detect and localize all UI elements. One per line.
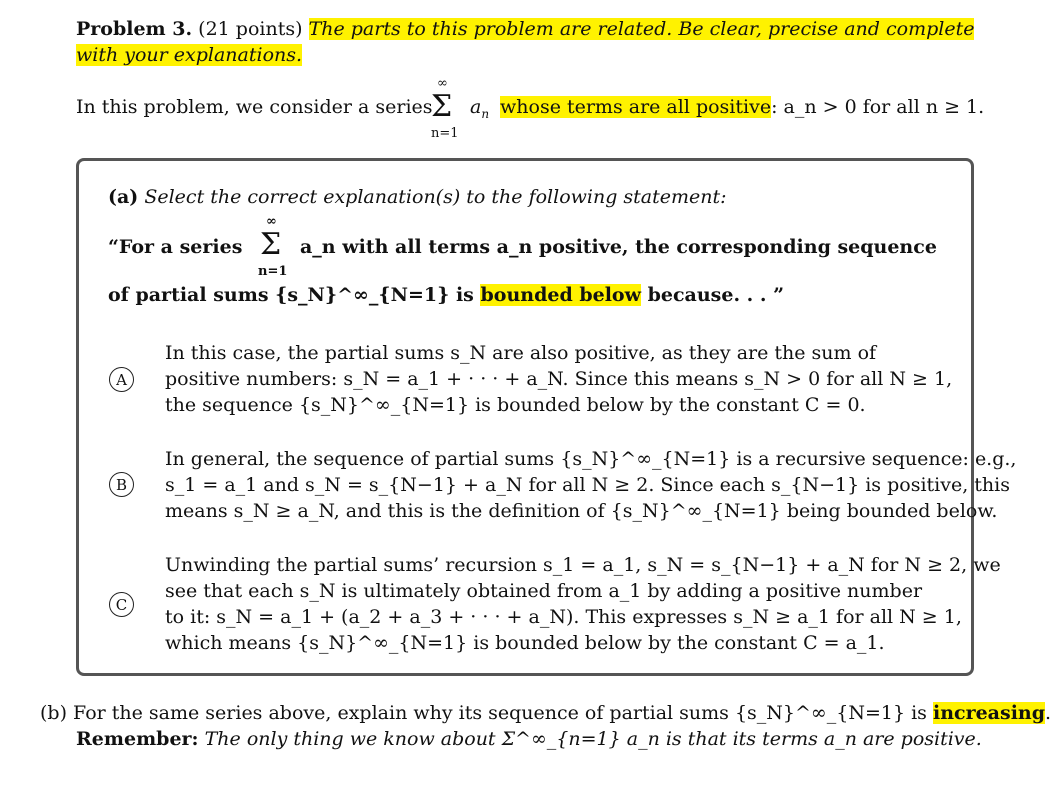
option-b-text <box>165 446 1016 524</box>
statement-sum-top: ∞ <box>266 214 277 229</box>
option-a-radio[interactable]: A <box>109 367 134 392</box>
statement-highlight: bounded below <box>480 284 641 306</box>
part-b-highlight: increasing <box>932 702 1046 724</box>
remember-label: Remember: <box>76 728 199 750</box>
statement-line-1-start <box>108 236 242 258</box>
remember-text: The only thing we know about Σ^∞_{n=1} a_n is that its terms a_n are positive. <box>204 728 982 750</box>
intro-term-sub: n <box>481 106 490 121</box>
option-a-line-2: positive numbers: s_N = a_1 + · · · + a_N. Since this means s_N > 0 for all N ≥ 1, <box>165 368 953 390</box>
option-a-line-1: In this case, the partial sums s_N are also positive, as they are the sum of <box>165 342 877 364</box>
problem-header <box>76 18 974 40</box>
part-a-prompt: Select the correct explanation(s) to the following statement: <box>144 186 727 208</box>
intro-term-wrap <box>470 96 489 121</box>
part-b-text-end: . <box>1045 702 1051 724</box>
option-c-line-1: Unwinding the partial sums’ recursion s_1 = a_1, s_N = s_{N−1} + a_N for N ≥ 2, we <box>165 554 1001 576</box>
instruction-line-2-wrap <box>76 44 302 66</box>
option-a-text <box>165 340 952 418</box>
part-b-text-start: For the same series above, explain why its sequence of partial sums {s_N}^∞_{N=1} is <box>73 702 927 724</box>
part-b-line-1 <box>40 702 1051 724</box>
instruction-line-2: with your explanations. <box>76 44 303 66</box>
intro-prefix: In this problem, we consider a series <box>76 96 433 118</box>
part-b-line-2 <box>76 728 982 750</box>
intro-term: a <box>470 96 482 118</box>
option-b-line-2: s_1 = a_1 and s_N = s_{N−1} + a_N for all N ≥ 2. Since each s_{N−1} is positive, this <box>165 474 1010 496</box>
statement-line-2-end: because. . . ” <box>647 284 785 306</box>
statement-line-2 <box>108 284 784 306</box>
part-a-label: (a) <box>108 186 139 208</box>
option-c-line-2: see that each s_N is ultimately obtained from a_1 by adding a positive number <box>165 580 923 602</box>
option-b-line-1: In general, the sequence of partial sums {s_N}^∞_{N=1} is a recursive sequence: e.g., <box>165 448 1017 470</box>
intro-highlight: whose terms are all positive <box>500 96 772 118</box>
statement-sum-bottom: n=1 <box>258 264 288 279</box>
statement-line-2-start: of partial sums {s_N}^∞_{N=1} is <box>108 284 474 306</box>
intro-sum-bottom: n=1 <box>431 126 459 141</box>
part-a-prompt-wrap <box>108 186 727 208</box>
statement-line-1-end <box>300 236 937 258</box>
option-c-radio[interactable]: C <box>109 592 134 617</box>
statement-sigma-symbol: Σ <box>260 227 282 262</box>
option-c-text <box>165 552 1001 656</box>
option-c-line-4: which means {s_N}^∞_{N=1} is bounded below by the constant C = a_1. <box>165 632 885 654</box>
statement-sum <box>256 216 296 282</box>
option-b-radio[interactable]: B <box>109 472 134 497</box>
part-b-label: (b) <box>40 702 67 724</box>
problem-points: (21 points) <box>198 18 303 40</box>
option-a-line-3: the sequence {s_N}^∞_{N=1} is bounded below by the constant C = 0. <box>165 394 866 416</box>
intro-sum-top: ∞ <box>437 76 448 91</box>
intro-suffix: : a_n > 0 for all n ≥ 1. <box>771 96 985 118</box>
instruction-line-1: The parts to this problem are related. Be clear, precise and complete <box>308 18 975 40</box>
option-b-line-3: means s_N ≥ a_N, and this is the definition of {s_N}^∞_{N=1} being bounded below. <box>165 500 998 522</box>
option-c-line-3: to it: s_N = a_1 + (a_2 + a_3 + · · · + a_N). This expresses s_N ≥ a_1 for all N ≥ 1, <box>165 606 962 628</box>
intro-sum <box>427 78 467 144</box>
sigma-symbol: Σ <box>431 89 453 124</box>
statement-end-text: a_n with all terms a_n positive, the corresponding sequence <box>300 236 937 258</box>
statement-start-text: “For a series <box>108 236 243 258</box>
intro-text <box>76 96 433 118</box>
problem-title: Problem 3. <box>76 18 193 40</box>
intro-highlight-wrap <box>500 96 984 118</box>
